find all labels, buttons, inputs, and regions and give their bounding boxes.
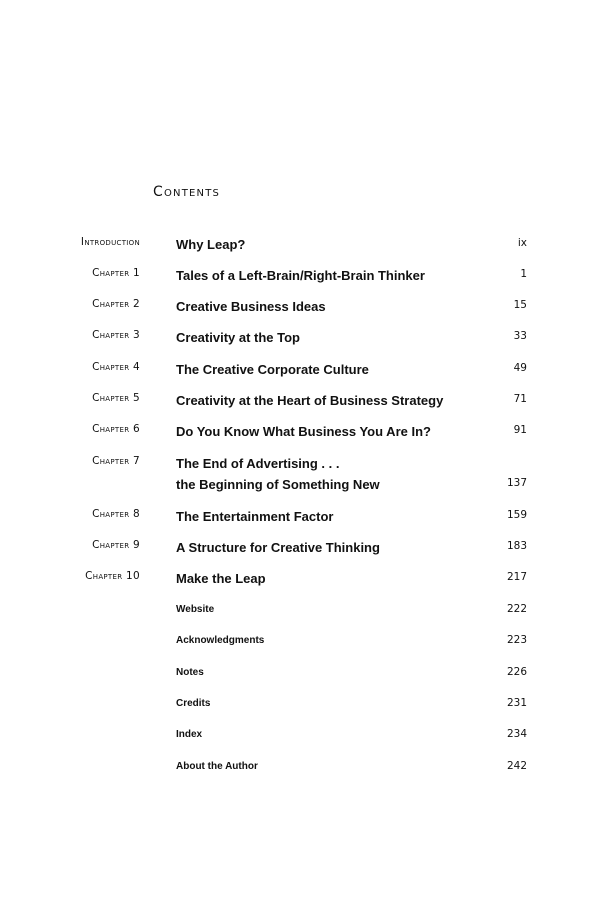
entry-page-number: 49 <box>513 362 527 374</box>
entry-page-number: 33 <box>513 330 527 342</box>
entry-page-number: 223 <box>506 634 527 646</box>
entry-title: Index <box>176 729 203 740</box>
entry-page-number: 226 <box>506 666 527 678</box>
entry-label: Chapter 5 <box>92 392 140 404</box>
entry-page-number: 231 <box>506 697 527 709</box>
entry-title: Website <box>176 604 215 615</box>
entry-title: The End of Advertising . . . the Beginning of Something New <box>176 456 380 492</box>
entry-title: Tales of a Left-Brain/Right-Brain Thinker <box>176 268 425 283</box>
entry-label: Chapter 3 <box>92 329 140 341</box>
entry-page-number: 183 <box>506 540 527 552</box>
entry-page-number: 222 <box>506 603 527 615</box>
entry-page-number: 159 <box>506 509 527 521</box>
entry-title: Why Leap? <box>176 237 246 252</box>
entry-label: Chapter 4 <box>92 361 140 373</box>
entry-title: Make the Leap <box>176 571 266 586</box>
entry-label: Introduction <box>80 236 140 248</box>
entry-title: Acknowledgments <box>176 635 265 646</box>
entry-label: Chapter 9 <box>92 539 140 551</box>
entry-page-number: 137 <box>506 477 527 489</box>
entry-title: The Entertainment Factor <box>176 509 334 524</box>
contents-heading: Contents <box>153 184 221 200</box>
entry-title: Credits <box>176 698 211 709</box>
entry-page-number: ix <box>517 237 527 249</box>
entry-page-number: 242 <box>506 760 527 772</box>
entry-label: Chapter 7 <box>92 455 140 467</box>
entry-title: The Creative Corporate Culture <box>176 362 369 377</box>
entry-label: Chapter 1 <box>92 267 140 279</box>
entry-label: Chapter 8 <box>92 508 140 520</box>
entry-label: Chapter 6 <box>92 423 140 435</box>
entry-page-number: 15 <box>513 299 527 311</box>
entry-page-number: 91 <box>513 424 527 436</box>
entry-page-number: 217 <box>506 571 527 583</box>
entry-title: A Structure for Creative Thinking <box>176 540 380 555</box>
entry-page-number: 1 <box>520 268 527 280</box>
entry-title: Notes <box>176 667 204 678</box>
entry-title: Creative Business Ideas <box>176 299 326 314</box>
entry-label: Chapter 2 <box>92 298 140 310</box>
entry-page-number: 234 <box>506 728 527 740</box>
entry-title: Creativity at the Top <box>176 330 301 345</box>
entry-title: About the Author <box>176 761 258 772</box>
entry-page-number: 71 <box>513 393 527 405</box>
entry-title: Do You Know What Business You Are In? <box>176 424 431 439</box>
entry-title: Creativity at the Heart of Business Strategy <box>176 393 444 408</box>
entry-label: Chapter 10 <box>85 570 140 582</box>
